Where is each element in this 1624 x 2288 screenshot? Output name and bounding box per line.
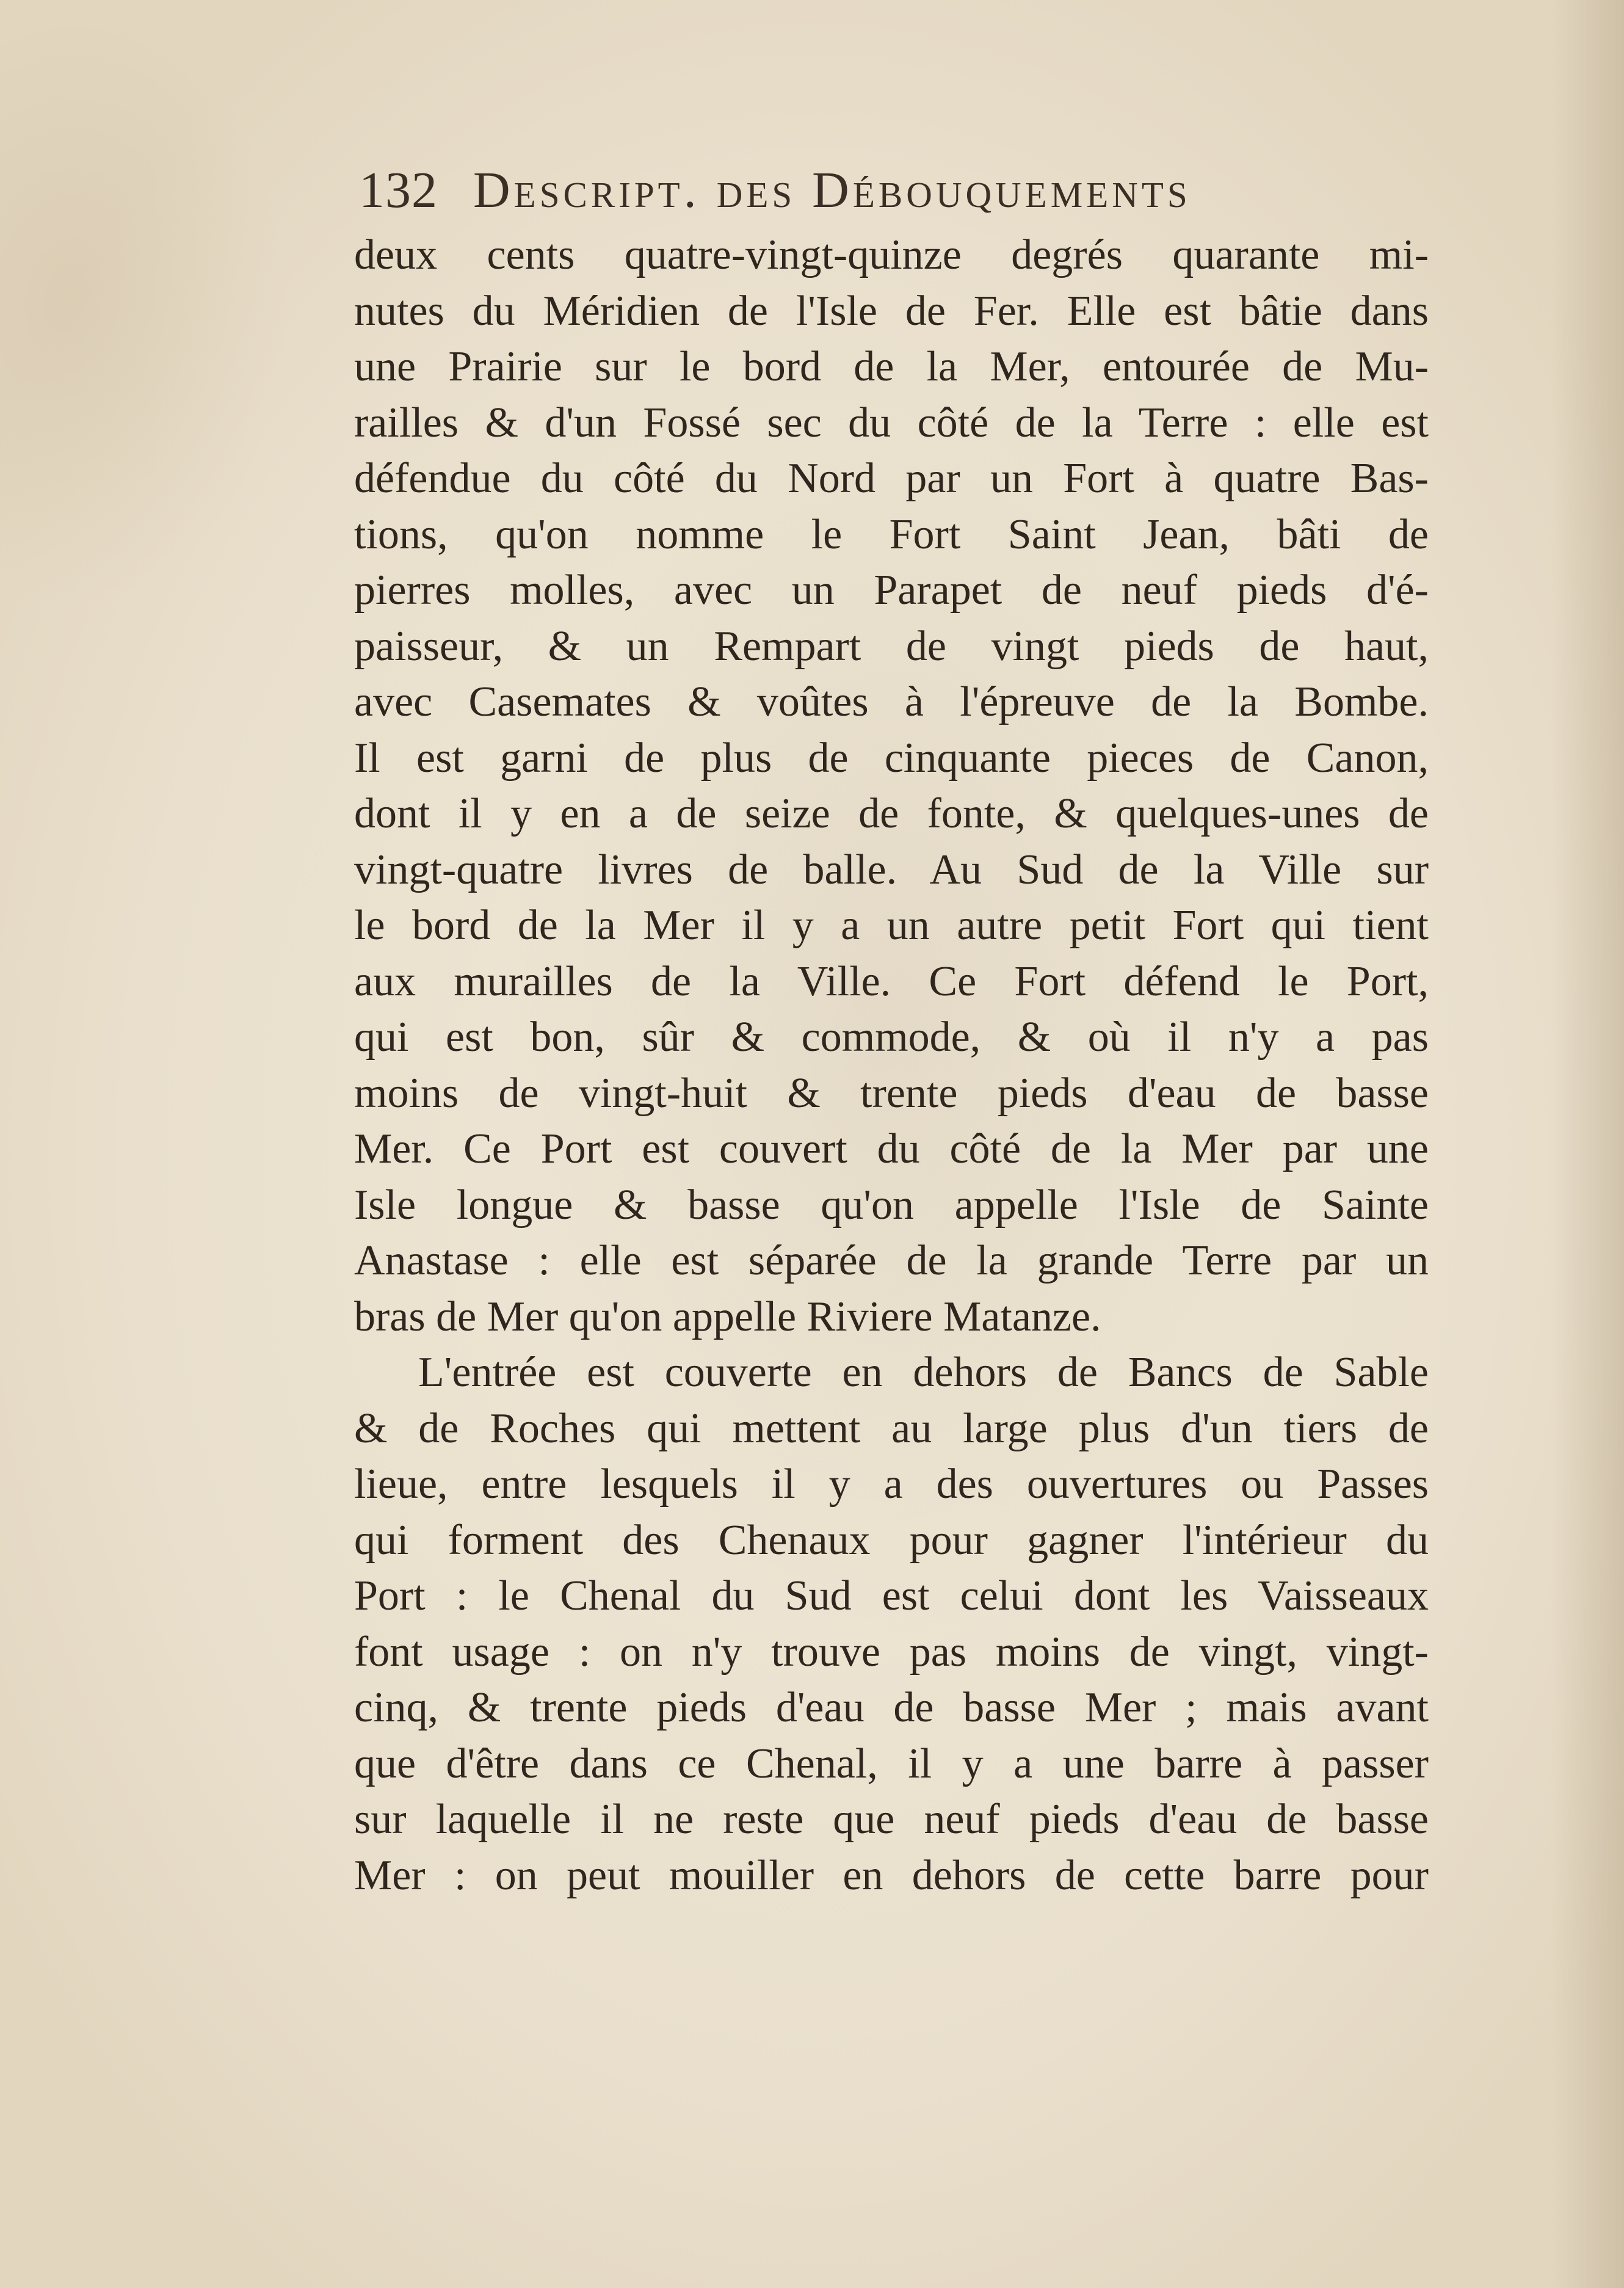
text-line: Port : le Chenal du Sud est celui dont les Vaisseaux — [354, 1572, 1429, 1619]
text-line: tions, qu'on nomme le Fort Saint Jean, bâti de — [354, 510, 1429, 558]
text-line: pierres molles, avec un Parapet de neuf pieds d'é- — [354, 567, 1429, 614]
text-line: & de Roches qui mettent au large plus d'un tiers de — [354, 1404, 1429, 1452]
text-line: Mer. Ce Port est couvert du côté de la Mer par une — [354, 1125, 1429, 1172]
page-edge-shadow — [1551, 0, 1624, 2288]
text-line: moins de vingt-huit & trente pieds d'eau de basse — [354, 1069, 1429, 1117]
paragraph-end-line: bras de Mer qu'on appelle Riviere Matanze. — [354, 1293, 1101, 1340]
text-line: nutes du Méridien de l'Isle de Fer. Elle est bâtie dans — [354, 287, 1429, 335]
page-number: 132 — [359, 162, 438, 219]
text-line: Il est garni de plus de cinquante pieces de Canon, — [354, 734, 1429, 782]
running-title: Descript. des Débouquements — [473, 162, 1191, 219]
text-line: cinq, & trente pieds d'eau de basse Mer ; mais avant — [354, 1684, 1429, 1731]
text-line: sur laquelle il ne reste que neuf pieds d'eau de basse — [354, 1796, 1429, 1843]
text-line: Isle longue & basse qu'on appelle l'Isle de Sainte — [354, 1181, 1429, 1229]
text-line: deux cents quatre-vingt-quinze degrés quarante mi- — [354, 231, 1429, 278]
text-line: paisseur, & un Rempart de vingt pieds de haut, — [354, 622, 1429, 670]
text-line: que d'être dans ce Chenal, il y a une barre à passer — [354, 1740, 1429, 1787]
text-line: aux murailles de la Ville. Ce Fort défend le Port, — [354, 957, 1429, 1005]
text-line: Mer : on peut mouiller en dehors de cette barre pour — [354, 1851, 1429, 1899]
text-line: le bord de la Mer il y a un autre petit Fort qui tient — [354, 902, 1429, 949]
paragraph-start-line: L'entrée est couverte en dehors de Bancs de Sable — [418, 1349, 1429, 1396]
text-line: qui est bon, sûr & commode, & où il n'y a pas — [354, 1014, 1429, 1061]
text-line: railles & d'un Fossé sec du côté de la Terre : elle est — [354, 399, 1429, 446]
running-header — [359, 160, 1336, 221]
text-line: avec Casemates & voûtes à l'épreuve de la Bombe. — [354, 678, 1429, 725]
text-line: Anastase : elle est séparée de la grande Terre par un — [354, 1237, 1429, 1284]
text-line: lieue, entre lesquels il y a des ouvertures ou Passes — [354, 1461, 1429, 1508]
text-line: qui forment des Chenaux pour gagner l'intérieur du — [354, 1516, 1429, 1564]
text-line: dont il y en a de seize de fonte, & quelques-unes de — [354, 790, 1429, 837]
text-line: une Prairie sur le bord de la Mer, entourée de Mu- — [354, 343, 1429, 390]
text-line: font usage : on n'y trouve pas moins de vingt, vingt- — [354, 1628, 1429, 1676]
text-line: vingt-quatre livres de balle. Au Sud de la Ville sur — [354, 846, 1429, 893]
body-text — [354, 227, 1429, 1903]
text-line: défendue du côté du Nord par un Fort à quatre Bas- — [354, 455, 1429, 502]
